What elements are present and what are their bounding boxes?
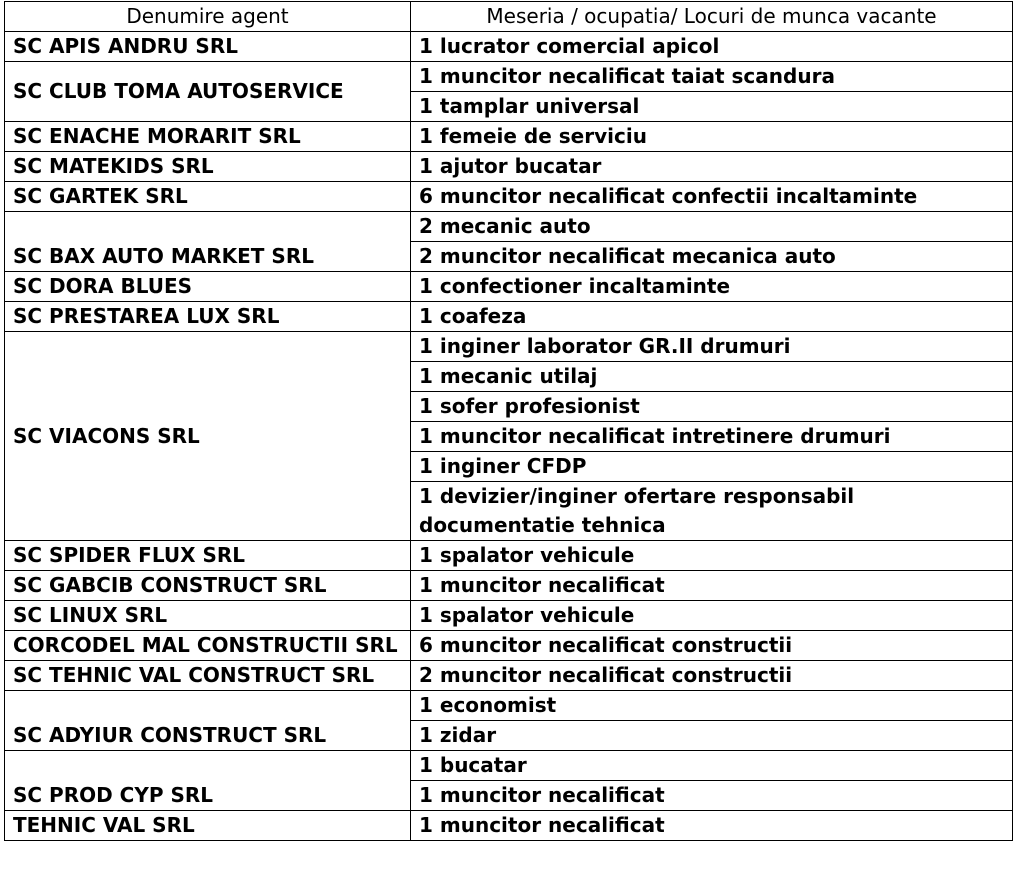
job-cell: 1 zidar [411,721,1013,751]
table-row [5,751,1013,781]
table-row [5,601,1013,631]
agent-name-cell: SC PRESTAREA LUX SRL [5,302,411,332]
job-cell: 1 mecanic utilaj [411,362,1013,392]
table-row [5,212,1013,242]
agent-name-cell: SC GARTEK SRL [5,182,411,212]
job-cell: 1 bucatar [411,751,1013,781]
agent-name-cell: SC APIS ANDRU SRL [5,32,411,62]
job-cell: 1 muncitor necalificat [411,571,1013,601]
job-cell: 1 muncitor necalificat intretinere drumuri [411,422,1013,452]
job-cell: 1 economist [411,691,1013,721]
job-cell: 6 muncitor necalificat constructii [411,631,1013,661]
job-cell: 1 confectioner incaltaminte [411,272,1013,302]
table-row [5,661,1013,691]
job-cell: 1 inginer CFDP [411,452,1013,482]
agent-name-cell: SC MATEKIDS SRL [5,152,411,182]
job-cell: 1 spalator vehicule [411,541,1013,571]
job-cell: 1 muncitor necalificat [411,781,1013,811]
job-cell: 2 muncitor necalificat mecanica auto [411,242,1013,272]
job-cell: 1 devizier/inginer ofertare responsabil documentatie tehnica [411,482,1013,541]
job-cell: 1 muncitor necalificat taiat scandura [411,62,1013,92]
table-row [5,122,1013,152]
agent-name-cell: SC PROD CYP SRL [5,751,411,811]
agent-name-cell: SC VIACONS SRL [5,332,411,541]
job-cell: 1 lucrator comercial apicol [411,32,1013,62]
job-cell: 6 muncitor necalificat confectii incaltaminte [411,182,1013,212]
table-row [5,302,1013,332]
job-cell: 2 mecanic auto [411,212,1013,242]
job-cell: 1 coafeza [411,302,1013,332]
agent-name-cell: SC CLUB TOMA AUTOSERVICE [5,62,411,122]
agent-name-cell: SC TEHNIC VAL CONSTRUCT SRL [5,661,411,691]
table-row [5,272,1013,302]
agent-name-cell: SC DORA BLUES [5,272,411,302]
agent-name-cell: SC ENACHE MORARIT SRL [5,122,411,152]
agent-name-cell: SC LINUX SRL [5,601,411,631]
job-cell: 1 tamplar universal [411,92,1013,122]
job-cell: 1 ajutor bucatar [411,152,1013,182]
agent-name-cell: CORCODEL MAL CONSTRUCTII SRL [5,631,411,661]
table-row [5,541,1013,571]
agent-name-cell: SC GABCIB CONSTRUCT SRL [5,571,411,601]
table-row [5,62,1013,92]
agent-name-cell: TEHNIC VAL SRL [5,811,411,841]
table-row [5,811,1013,841]
job-cell: 2 muncitor necalificat constructii [411,661,1013,691]
table-row [5,571,1013,601]
job-cell: 1 sofer profesionist [411,392,1013,422]
vacancies-table [4,1,1013,841]
table-body [5,32,1013,841]
agent-name-cell: SC SPIDER FLUX SRL [5,541,411,571]
table-row [5,152,1013,182]
header-row [5,2,1013,32]
job-cell: 1 inginer laborator GR.II drumuri [411,332,1013,362]
header-jobs: Meseria / ocupatia/ Locuri de munca vacante [411,2,1013,32]
table-row [5,32,1013,62]
table-row [5,691,1013,721]
header-agent: Denumire agent [5,2,411,32]
table-row [5,182,1013,212]
job-cell: 1 femeie de serviciu [411,122,1013,152]
job-cell: 1 spalator vehicule [411,601,1013,631]
agent-name-cell: SC BAX AUTO MARKET SRL [5,212,411,272]
agent-name-cell: SC ADYIUR CONSTRUCT SRL [5,691,411,751]
table-row [5,332,1013,362]
table-row [5,631,1013,661]
job-cell: 1 muncitor necalificat [411,811,1013,841]
